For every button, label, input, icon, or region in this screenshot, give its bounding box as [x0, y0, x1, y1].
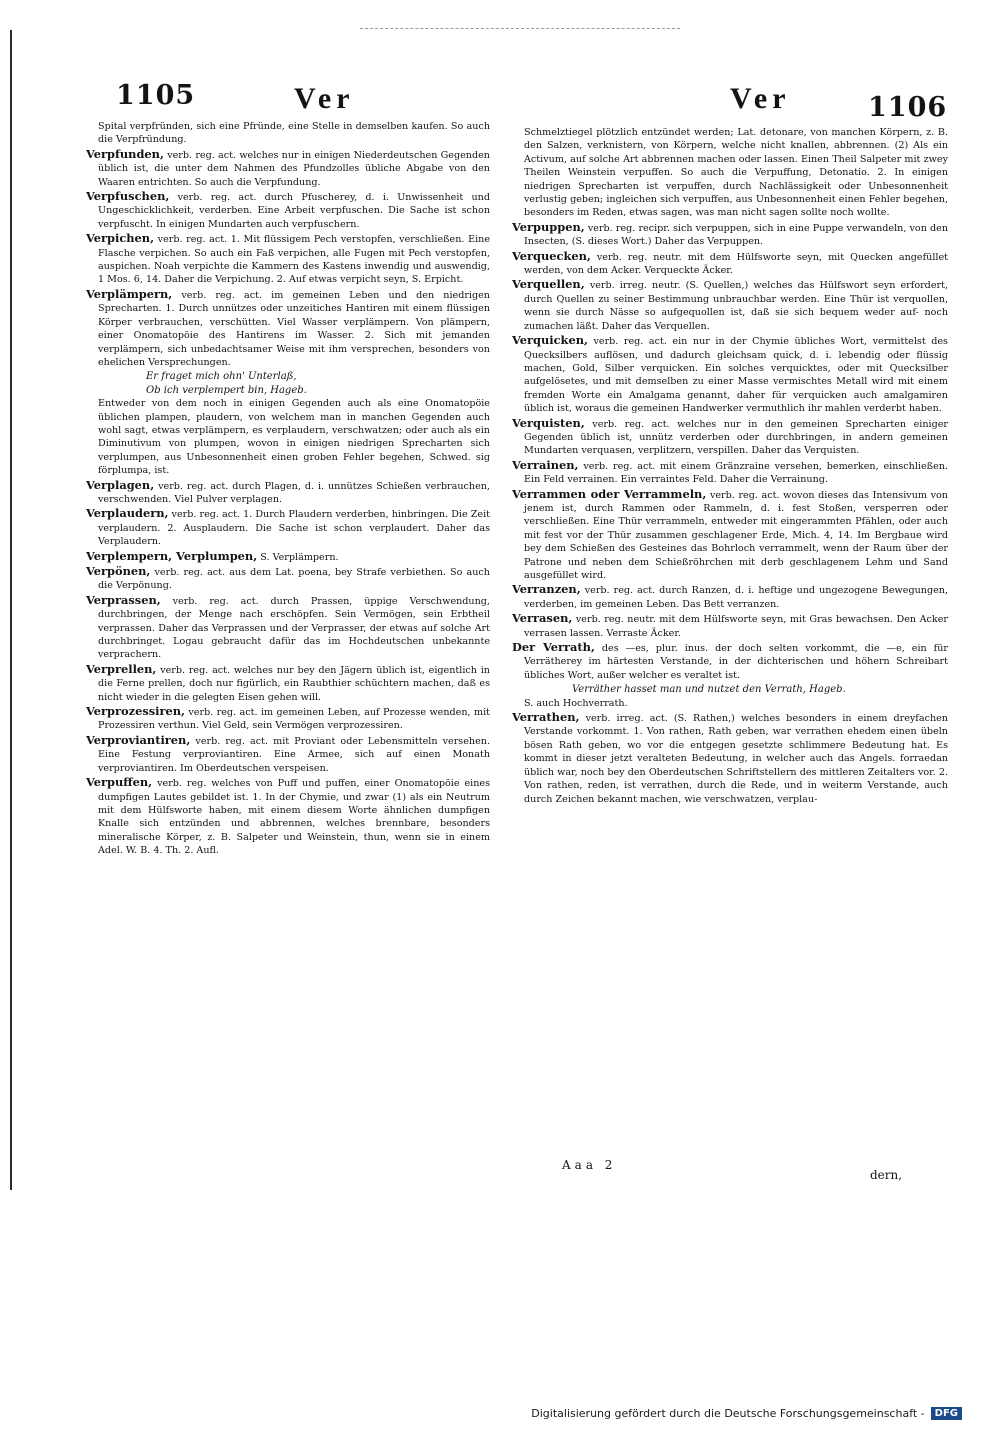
dictionary-entry: [86, 734, 490, 775]
right-page-number: 1106: [868, 92, 948, 123]
entry-lemma: Verpuffen,: [86, 775, 153, 790]
entry-lemma: Verrammen oder Verrammeln,: [512, 486, 707, 501]
entry-text: verb. reg. neutr. mit dem Hülfsworte seyn, mit Gras bewachsen. Den Acker verrasen lassen. Verraste Äcker.: [524, 614, 948, 639]
entry-lemma: Verrathen,: [512, 710, 580, 725]
entry-continuation: [512, 126, 948, 220]
dictionary-entry: [86, 663, 490, 704]
dictionary-entry: [512, 250, 948, 278]
dictionary-entry: [512, 583, 948, 611]
entry-text: S. Verplämpern.: [260, 551, 339, 563]
entry-text: verb. reg. act. im gemeinen Leben, auf Prozesse wenden, mit Prozessiren verthun. Viel Geld, sein Vermögen verprozessiren.: [98, 707, 490, 732]
dictionary-entry: [86, 479, 490, 507]
entry-text: verb. irreg. act. (S. Rathen,) welches besonders in einem dreyfachen Verstande vorkommt. 1. Von rathen, Rath geben, war verrathen ehedem einen übeln bösen Rath geben, wo vor die entgegen gesetzte schlimmere Bedeutung hat. Es kommt in dieser jetzt veralteten Bedeutung, in welcher auch das Angels. forraedan üblich war, noch bey den Oberdeutschen Schriftstellern des mittleren Zeitalters vor. 2. Von rathen, reden, ist verrathen, durch die Rede, und in weiterm Verstande, auch durch Zeichen bekannt machen, wie verschwatzen, verplau-: [524, 713, 948, 805]
left-catchword: Ver: [294, 82, 355, 115]
dictionary-entry: [512, 459, 948, 487]
scan-noise-top: [360, 28, 680, 45]
entry-lemma: Verpfuschen,: [86, 189, 170, 204]
entry-lemma: Verplämpern,: [86, 286, 173, 301]
entry-lemma: Verpönen,: [86, 564, 151, 578]
footer-text: Digitalisierung gefördert durch die Deutsche Forschungsgemeinschaft -: [531, 1407, 925, 1420]
entry-lemma: Verprellen,: [86, 661, 157, 676]
entry-text: verb. reg. act. welches nur in einigen Niederdeutschen Gegenden üblich ist, die unter dem Nahmen des Pfundzolles übliche Abgabe von den Waaren entrichten. So auch die Verpfundung.: [98, 149, 490, 188]
dictionary-entry: [86, 565, 490, 593]
entry-lemma: Verquecken,: [512, 248, 591, 263]
entry-text: verb. reg. act. 1. Mit flüssigem Pech verstopfen, verschließen. Eine Flasche verpichen. So auch ein Faß verpichen, alle Fugen mit Pech verstopfen, auspichen. Noah verpichte die Kammern des Kastens inwendig und auswendig, 1 Mos. 6, 14. Daher die Verpichung. 2. Auf etwas verpicht seyn, S. Erpicht.: [98, 234, 490, 286]
entry-text: verb. reg. act. welches nur in den gemeinen Sprecharten einiger Gegenden üblich ist, unnütz verderben oder durchbringen, in andern gemeinen Mundarten verquasen, verplitzern, verspillen. Daher das Verquisten.: [524, 418, 948, 457]
entry-text: verb. reg. act. wovon dieses das Intensivum von jenem ist, durch Rammen oder Rammeln, d. i. fest Stoßen, versperren oder verschließen. Eine Thür verrammeln, entweder mit eingerammten Pfählen, oder auch mit fest vor der Thür zusammen geschlagener Erde, Mich. 4, 14. Im Bergbaue wird bey dem Schießen des Gesteines das Bohrloch verrammelt, wenn der Raum über der Patrone und neben dem Schießröhrchen mit derb geschlagenem Lehm und Sand ausgefüllet wird.: [524, 489, 948, 581]
entry-lemma: Verquicken,: [512, 333, 588, 348]
dictionary-entry: [86, 507, 490, 548]
dictionary-entry: [512, 221, 948, 249]
dictionary-entry: [512, 278, 948, 333]
catchword-bottom: dern,: [870, 1168, 903, 1182]
entry-lemma: Verplaudern,: [86, 506, 169, 521]
entry-lemma: Verrasen,: [512, 611, 573, 626]
entry-text: verb. reg. neutr. mit dem Hülfsworte seyn, mit Quecken angefüllet werden, von dem Acker. Verqueckte Äcker.: [524, 251, 948, 277]
dictionary-entry: [512, 417, 948, 458]
entry-lemma: Verpuppen,: [512, 219, 585, 234]
entry-continuation: [512, 697, 948, 710]
dictionary-entry: [86, 190, 490, 231]
entry-text: verb. reg. act. durch Pfuscherey, d. i. Unwissenheit und Ungeschicklichkeit, verderben. Eine Arbeit verpfuschen. Die Sache ist schon verpfuscht. In einigen Mundarten auch verpfuschern.: [98, 192, 490, 230]
entry-text: Spital verpfründen, sich eine Pfründe, eine Stelle in demselben kaufen. So auch die Verpfründung.: [98, 121, 490, 146]
dictionary-entry: [86, 232, 490, 287]
entry-text: verb. reg. act. mit Proviant oder Lebensmitteln versehen. Eine Festung verproviantiren. Eine Armee, sich auf einen Monath verproviantiren. Im Oberdeutschen verspeisen.: [98, 735, 490, 774]
entry-lemma: Verquellen,: [512, 277, 585, 292]
entry-lemma: Verquisten,: [512, 415, 585, 430]
dictionary-entry: [86, 148, 490, 189]
entry-text: verb. reg. act. aus dem Lat. poena, bey Strafe verbiethen. So auch die Verpönung.: [98, 567, 490, 592]
entry-text: verb. reg. act. mit einem Gränzraine versehen, bemerken, einschließen. Ein Feld verrainen. Ein verraintes Feld. Daher die Verrainung.: [524, 460, 948, 486]
entry-text: verb. reg. act. 1. Durch Plaudern verderben, hinbringen. Die Zeit verplaudern. 2. Ausplaudern. Die Sache ist schon verplaudert. Daher das Verplaudern.: [98, 509, 490, 548]
entry-text: S. auch Hochverrath.: [524, 697, 628, 709]
entry-text: Entweder von dem noch in einigen Gegenden auch als eine Onomatopöie üblichen plampen, plaudern, von welchem man in manchen Gegenden auch wohl sagt, etwas verplämpern, es verplaudern, verschwatzen; oder auch als ein Diminutivum von plumpen, wovon in einigen niedrigen Sprecharten sich verplumpen, aus Unbesonnenheit einen groben Fehler begehen, Schwed. sig förplumpa, ist.: [98, 398, 490, 477]
entry-text: verb. reg. recipr. sich verpuppen, sich in eine Puppe verwandeln, von den Insecten, (S. dieses Wort.) Daher das Verpuppen.: [524, 222, 948, 248]
dictionary-entry: [512, 641, 948, 682]
dictionary-entry: [86, 776, 490, 857]
entry-lemma: Der Verrath,: [512, 640, 595, 655]
dictionary-entry: [86, 705, 490, 733]
verse-line: Ob ich verplempert bin, Hageb.: [146, 384, 307, 396]
footer-credit: [531, 1407, 962, 1420]
dictionary-entry: [86, 288, 490, 369]
entry-continuation: [86, 120, 490, 147]
scan-edge-shadow: [10, 30, 18, 1190]
dictionary-entry: [512, 612, 948, 640]
entry-text: Schmelztiegel plötzlich entzündet werden; Lat. detonare, von manchen Körpern, z. B. den Salzen, verknistern, von Körpern, welche nicht knallen, abbrennen. (2) Als ein Activum, auf solche Art abbrennen machen oder lassen. Einen Theil Salpeter mit zwey Theilen Weinstein verpuffen. So auch die Verpuffung, Detonatio. 2. In einigen niedrigen Sprecharten ist verpuffen, durch Nachlässigkeit oder Unbesonnenheit verlustig geben; ingleichen sich verpuffen, aus Unbesonnenheit einen Fehler begehen, besonders im Reden, etwas sagen, was man nicht sagen sollte noch wollte.: [524, 127, 948, 219]
dictionary-entry: [512, 711, 948, 806]
signature-mark: Aaa 2: [562, 1158, 617, 1172]
left-page-number: 1105: [116, 80, 196, 111]
verse-line: Verräther hasset man und nutzet den Verrath, Hageb.: [572, 684, 846, 696]
entry-lemma: Verproviantiren,: [86, 732, 191, 747]
entry-text: verb. reg. act. durch Plagen, d. i. unnützes Schießen verbrauchen, verschwenden. Viel Pulver verplagen.: [98, 480, 490, 505]
entry-lemma: Verprassen,: [86, 592, 161, 607]
right-catchword: Ver: [730, 82, 791, 115]
dictionary-entry: [86, 550, 490, 564]
entry-continuation: [86, 397, 490, 477]
entry-lemma: Verplempern, Verplumpen,: [86, 548, 258, 563]
entry-lemma: Verprozessiren,: [86, 704, 185, 719]
entry-lemma: Verpfunden,: [86, 146, 164, 161]
entry-text: verb. reg. act. durch Prassen, üppige Verschwendung, durchbringen, der Menge nach erschöpfen. Sein Vermögen, sein Erbtheil verprassen. Daher das Verprassen und der Verprasser, der etwas auf solche Art durchbringet. Logau gebraucht dafür das im Hochdeutschen unbekannte verprachern.: [98, 595, 490, 661]
entry-text: verb. reg. act. welches nur bey den Jägern üblich ist, eigentlich in die Ferne prellen, doch nur figürlich, ein Raubthier schüchtern machen, daß es nicht wieder in die gelegten Eisen gehen will.: [98, 664, 490, 703]
entry-text: verb. reg. act. ein nur in der Chymie übliches Wort, vermittelst des Quecksilbers auflösen, und dadurch gleichsam quick, d. i. lebendig oder flüssig machen, Gold, Silber verquicken. Ein solches verquicktes, oder mit Quecksilber aufgelösetes, und mit demselben zu einer Masse vermischtes Metall wird mit einem fremden Worte ein Amalgama genannt, daher für verquicken auch amalgamiren üblich ist, woraus die gemeinen Handwerker vermuthlich ihr mahlen verderbt haben.: [524, 336, 948, 415]
entry-text: verb. reg. act. im gemeinen Leben und den niedrigen Sprecharten. 1. Durch unnützes oder unzeitiches Hantiren mit einem flüssigen Körper verbrauchen, verschütten. Viel Wasser verplämpern. Von plämpern, einer Onomatopöie des Hantirens im Wasser. 2. Sich mit jemanden verplämpern, sich unbedachtsamer Weise mit ihm versprechen, besonders von ehelichen Versprechungen.: [98, 289, 490, 368]
entry-lemma: Verrainen,: [512, 457, 579, 472]
entry-text: des —es, plur. inus. der doch selten vorkommt, die —e, ein für Verrätherey im härtesten Verstande, in der dichterischen und höhern Schreibart übliches Wort, außer welcher es veraltet ist.: [524, 643, 948, 681]
right-column: [512, 126, 948, 1186]
dictionary-entry: [86, 594, 490, 662]
entry-lemma: Verplagen,: [86, 477, 155, 492]
dictionary-entry: [512, 488, 948, 583]
verse-line: Er fraget mich ohn' Unterlaß,: [146, 371, 297, 383]
left-column: [86, 120, 490, 1180]
entry-text: verb. reg. act. durch Ranzen, d. i. heftige und ungezogene Bewegungen, verderben, im gemeinen Leben. Das Bett verranzen.: [524, 585, 948, 610]
dictionary-entry: [512, 334, 948, 415]
entry-text: verb. reg. welches von Puff und puffen, einer Onomatopöie eines dumpfigen Lautes gebildet ist. 1. In der Chymie, und zwar (1) als ein Neutrum mit dem Hülfsworte haben, mit einem diesem Worte ähnlichen dumpfigen Knalle sich entzünden und abbrennen, welches brennbare, besonders mineralische Körper, z. B. Salpeter und Weinstein, thun, wenn sie in einem Adel. W. B. 4. Th. 2. Aufl.: [98, 778, 490, 857]
entry-lemma: Verpichen,: [86, 231, 155, 246]
entry-lemma: Verranzen,: [512, 582, 581, 597]
entry-text: verb. irreg. neutr. (S. Quellen,) welches das Hülfswort seyn erfordert, durch Quellen zu seiner Bestimmung unbrauchbar werden. Eine Thür ist verquollen, wenn sie durch Nässe so aufgequollen ist, daß sie sich bequem weder auf- noch zumachen läßt. Daher das Verquellen.: [524, 280, 948, 332]
dfg-logo: DFG: [931, 1407, 962, 1420]
